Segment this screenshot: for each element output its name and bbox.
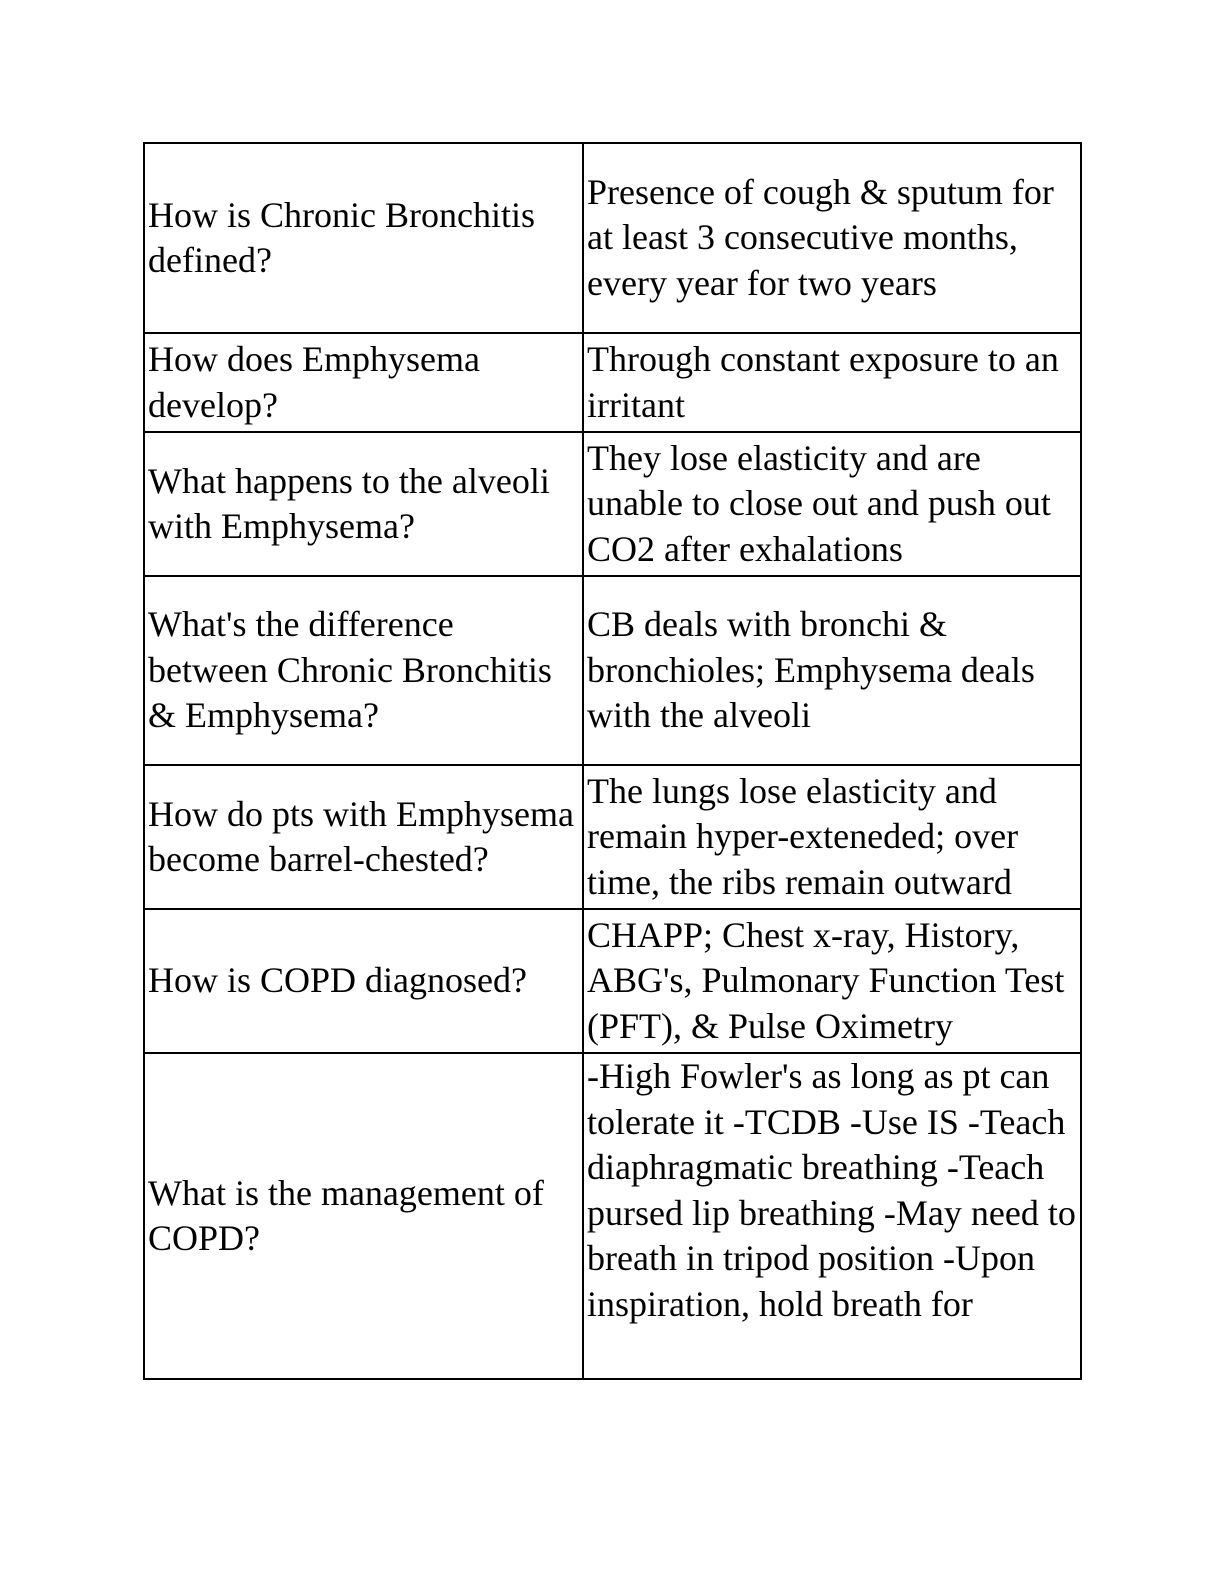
term-cell: How is Chronic Bronchitis defined? bbox=[144, 143, 583, 333]
term-cell: How does Emphysema develop? bbox=[144, 333, 583, 432]
term-cell: How is COPD diagnosed? bbox=[144, 909, 583, 1053]
definition-cell: CB deals with bronchi & bronchioles; Emphysema deals with the alveoli bbox=[583, 576, 1081, 765]
term-cell: What's the difference between Chronic Bronchitis & Emphysema? bbox=[144, 576, 583, 765]
flashcard-table bbox=[143, 142, 1082, 1380]
definition-cell bbox=[583, 1053, 1081, 1379]
definition-cell: CHAPP; Chest x-ray, History, ABG's, Pulmonary Function Test (PFT), & Pulse Oximetry bbox=[583, 909, 1081, 1053]
definition-cell: They lose elasticity and are unable to close out and push out CO2 after exhalations bbox=[583, 432, 1081, 576]
table-row bbox=[144, 333, 1081, 432]
term-cell: What is the management of COPD? bbox=[144, 1053, 583, 1379]
term-cell: How do pts with Emphysema become barrel-chested? bbox=[144, 765, 583, 909]
table-row bbox=[144, 765, 1081, 909]
definition-cell: Through constant exposure to an irritant bbox=[583, 333, 1081, 432]
definition-text: -High Fowler's as long as pt can tolerate it -TCDB -Use IS -Teach diaphragmatic breathing -Teach pursed lip breathing -May need to breath in tripod position -Upon inspiration, hold breath for bbox=[587, 1056, 1076, 1324]
table-row bbox=[144, 432, 1081, 576]
table-row bbox=[144, 1053, 1081, 1379]
term-cell: What happens to the alveoli with Emphysema? bbox=[144, 432, 583, 576]
table-row bbox=[144, 909, 1081, 1053]
table-row bbox=[144, 143, 1081, 333]
definition-cell: The lungs lose elasticity and remain hyper-exteneded; over time, the ribs remain outward bbox=[583, 765, 1081, 909]
table-row bbox=[144, 576, 1081, 765]
definition-cell: Presence of cough & sputum for at least 3 consecutive months, every year for two years bbox=[583, 143, 1081, 333]
